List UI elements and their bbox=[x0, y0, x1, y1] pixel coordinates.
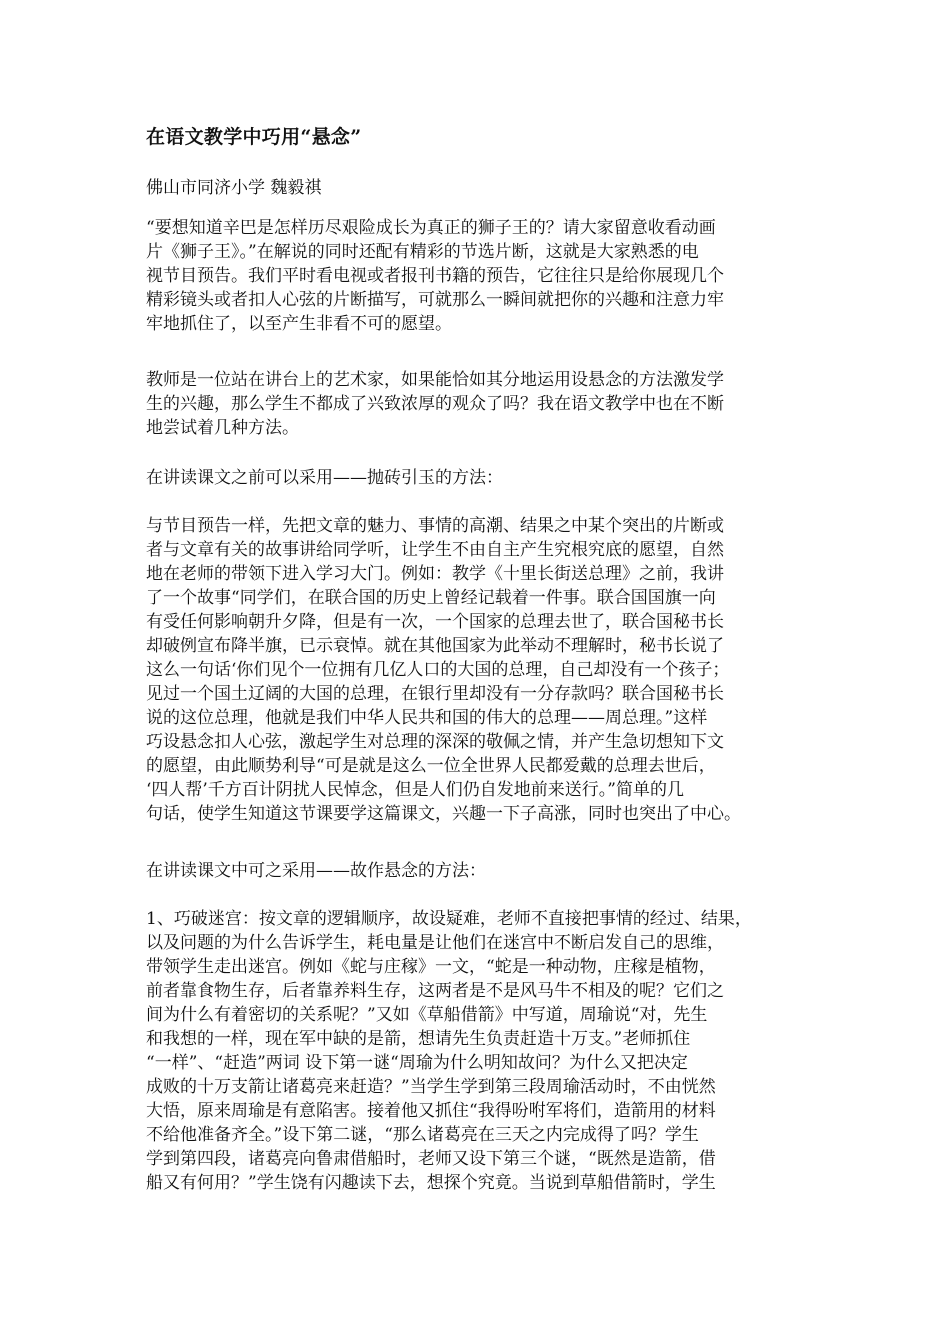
text-line: 前者靠食物生存，后者靠养料生存，这两者是不是风马牛不相及的呢？它们之 bbox=[146, 981, 724, 1001]
text-line: 不给他准备齐全。”设下第二谜，“那么诸葛亮在三天之内完成得了吗？学生 bbox=[146, 1125, 699, 1145]
text-line: 在讲读课文中可之采用——故作悬念的方法： bbox=[146, 861, 486, 881]
text-line: 精彩镜头或者扣人心弦的片断描写，可就那么一瞬间就把你的兴趣和注意力牢 bbox=[146, 290, 724, 310]
text-line: 与节目预告一样，先把文章的魅力、事情的高潮、结果之中某个突出的片断或 bbox=[146, 516, 724, 536]
text-line: 却破例宣布降半旗，已示衰悼。就在其他国家为此举动不理解时，秘书长说了 bbox=[146, 636, 724, 656]
text-line: 的愿望，由此顺势利导“可是就是这么一位全世界人民都爱戴的总理去世后， bbox=[146, 756, 716, 776]
author-line: 佛山市同济小学 魏毅祺 bbox=[146, 178, 322, 198]
text-line: 学到第四段，诸葛亮向鲁肃借船时，老师又设下第三个谜，“既然是造箭，借 bbox=[146, 1149, 716, 1169]
paragraph-teacher bbox=[146, 368, 724, 440]
text-line: 和我想的一样，现在军中缺的是箭，想请先生负责赶造十万支。”老师抓住 bbox=[146, 1029, 691, 1049]
text-line: 了一个故事“同学们，在联合国的历史上曾经记载着一件事。联合国国旗一向 bbox=[146, 588, 716, 608]
text-line: 者与文章有关的故事讲给同学听，让学生不由自主产生究根究底的愿望，自然 bbox=[146, 540, 724, 560]
text-line: ‘四人帮’千方百计阴扰人民悼念，但是人们仍自发地前来送行。”简单的几 bbox=[146, 780, 684, 800]
text-line: 成败的十万支箭让诸葛亮来赶造？”当学生学到第三段周瑜活动时，不由恍然 bbox=[146, 1077, 716, 1097]
document-title: 在语文教学中巧用“悬念” bbox=[146, 126, 362, 148]
text-line: 大悟，原来周瑜是有意陷害。接着他又抓住“我得吩咐军将们，造箭用的材料 bbox=[146, 1101, 716, 1121]
text-line: 有受任何影响朝升夕降，但是有一次，一个国家的总理去世了，联合国秘书长 bbox=[146, 612, 724, 632]
text-line: 巧设悬念扣人心弦，激起学生对总理的深深的敬佩之情，并产生急切想知下文 bbox=[146, 732, 724, 752]
text-line: 片《狮子王》。”在解说的同时还配有精彩的节选片断，这就是大家熟悉的电 bbox=[146, 242, 699, 262]
text-line: “要想知道辛巴是怎样历尽艰险成长为真正的狮子王的？请大家留意收看动画 bbox=[146, 218, 716, 238]
text-line: 地在老师的带领下进入学习大门。例如：教学《十里长街送总理》之前，我讲 bbox=[146, 564, 724, 584]
text-line: “一样”、“赶造”两词 设下第一谜“周瑜为什么明知故问？为什么又把决定 bbox=[146, 1053, 688, 1073]
text-line: 牢地抓住了，以至产生非看不可的愿望。 bbox=[146, 314, 452, 334]
section-heading-before-reading bbox=[146, 466, 503, 490]
text-line: 带领学生走出迷宫。例如《蛇与庄稼》一文，“蛇是一种动物，庄稼是植物， bbox=[146, 957, 716, 977]
paragraph-intro bbox=[146, 216, 724, 336]
text-line: 视节目预告。我们平时看电视或者报刊书籍的预告，它往往只是给你展现几个 bbox=[146, 266, 724, 286]
text-line: 1、巧破迷宫：按文章的逻辑顺序，故设疑难，老师不直接把事情的经过、结果， bbox=[146, 909, 752, 929]
paragraph-example-premier bbox=[146, 514, 741, 826]
text-line: 生的兴趣，那么学生不都成了兴致浓厚的观众了吗？我在语文教学中也在不断 bbox=[146, 394, 724, 414]
paragraph-maze bbox=[146, 907, 752, 1195]
text-line: 句话，使学生知道这节课要学这篇课文，兴趣一下子高涨，同时也突出了中心。 bbox=[146, 804, 741, 824]
text-line: 教师是一位站在讲台上的艺术家，如果能恰如其分地运用设悬念的方法激发学 bbox=[146, 370, 724, 390]
text-line: 在讲读课文之前可以采用——抛砖引玉的方法： bbox=[146, 468, 503, 488]
text-line: 地尝试着几种方法。 bbox=[146, 418, 299, 438]
text-line: 船又有何用？”学生饶有闪趣读下去，想探个究竟。当说到草船借箭时，学生 bbox=[146, 1173, 716, 1193]
text-line: 间为什么有着密切的关系呢？”又如《草船借箭》中写道，周瑜说“对，先生 bbox=[146, 1005, 708, 1025]
text-line: 见过一个国土辽阔的大国的总理，在银行里却没有一分存款吗？联合国秘书长 bbox=[146, 684, 724, 704]
text-line: 说的这位总理，他就是我们中华人民共和国的伟大的总理——周总理。”这样 bbox=[146, 708, 708, 728]
text-line: 这么一句话‘你们见个一位拥有几亿人口的大国的总理，自己却没有一个孩子； bbox=[146, 660, 730, 680]
text-line: 以及问题的为什么告诉学生，耗电量是让他们在迷宫中不断启发自己的思维， bbox=[146, 933, 724, 953]
section-heading-during-reading bbox=[146, 859, 486, 883]
